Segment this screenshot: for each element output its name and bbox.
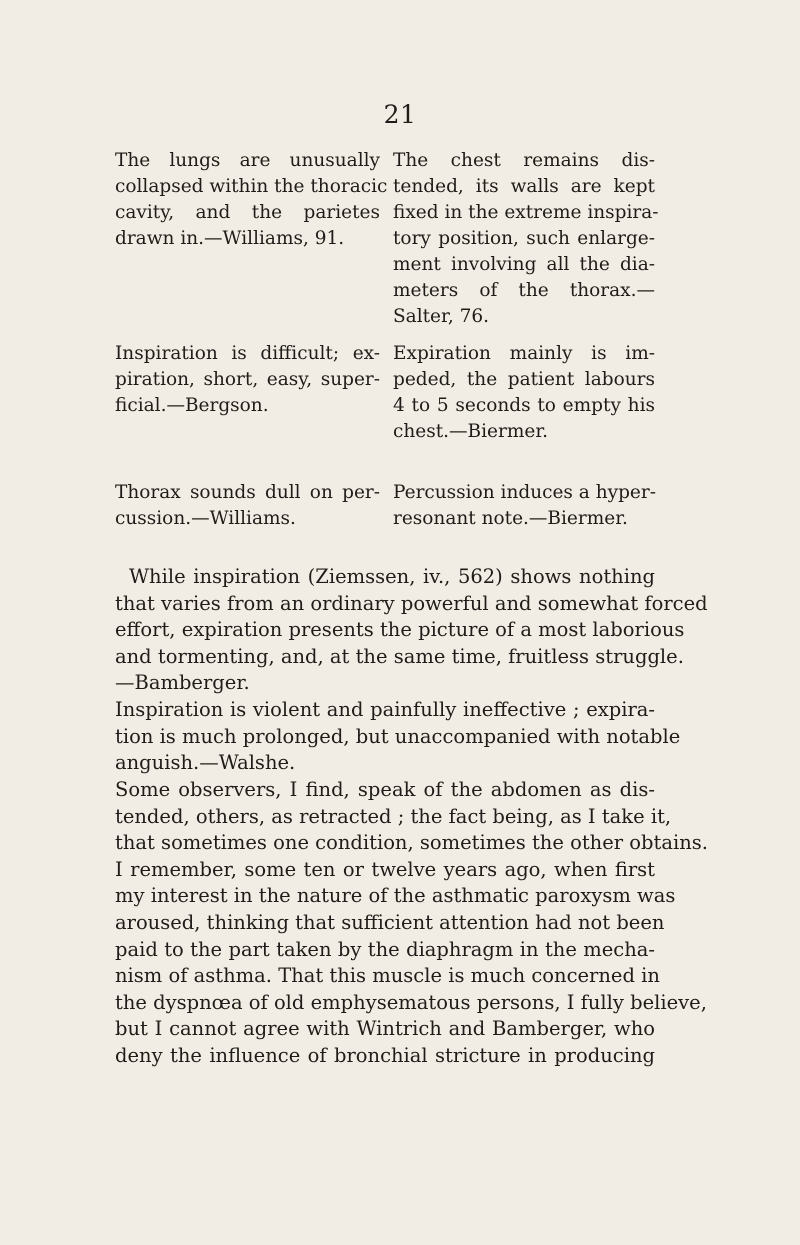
text-line: The chest remains dis- [393,150,655,171]
text-line: the dyspnœa of old emphysematous persons, I fully believe, [115,990,707,1014]
text-line: tion is much prolonged, but unaccompanied with notable [115,724,681,748]
quote-left [115,148,388,252]
text-line: nism of asthma. That this muscle is much concerned in [115,964,660,988]
body-paragraph [115,777,708,1070]
text-line: meters of the thorax.— [393,280,655,301]
text-line: anguish.—Walshe. [115,751,296,775]
quote-right [393,148,659,330]
text-line: cussion.—Williams. [115,508,296,529]
text-line: that varies from an ordinary powerful and somewhat forced [115,591,708,615]
text-line: tended, its walls are kept [393,176,655,197]
text-line: Some observers, I find, speak of the abdomen as dis- [115,778,655,801]
text-line: and tormenting, and, at the same time, fruitless struggle. [115,644,684,668]
text-line: resonant note.—Biermer. [393,508,628,529]
text-line: but I cannot agree with Wintrich and Bamberger, who [115,1017,655,1041]
quote-right [393,480,655,532]
text-line: ficial.—Bergson. [115,395,269,416]
text-line: The lungs are unusually [115,150,380,171]
text-line: my interest in the nature of the asthmatic paroxysm was [115,884,676,908]
text-line: While inspiration (Ziemssen, iv., 562) shows nothing [129,565,655,588]
text-line: ment involving all the dia- [393,254,655,275]
text-line: Inspiration is difficult; ex- [115,343,380,364]
text-line: I remember, some ten or twelve years ago, when first [115,857,655,881]
text-line: tended, others, as retracted ; the fact being, as I take it, [115,804,672,828]
text-line: piration, short, easy, super- [115,369,380,390]
text-line: that sometimes one condition, sometimes the other obtains. [115,831,708,855]
text-line: tory position, such enlarge- [393,228,655,249]
quote-right [393,341,655,445]
text-line: effort, expiration presents the picture of a most laborious [115,618,685,642]
text-line: chest.—Biermer. [393,421,549,442]
body-paragraph [115,564,708,697]
text-line: deny the influence of bronchial stricture in producing [115,1043,655,1067]
text-line: Salter, 76. [393,306,489,327]
text-line: —Bamberger. [115,671,250,695]
text-line: fixed in the extreme inspira- [393,202,659,223]
text-line: 4 to 5 seconds to empty his [393,395,655,416]
text-line: Expiration mainly is im- [393,343,655,364]
text-line: Percussion induces a hyper- [393,482,656,503]
text-line: paid to the part taken by the diaphragm in the mecha- [115,937,655,961]
text-line: drawn in.—Williams, 91. [115,228,345,249]
quote-left [115,341,380,419]
body-paragraph [115,697,681,777]
text-line: Inspiration is violent and painfully ineffective ; expira- [115,698,655,721]
text-line: peded, the patient labours [393,369,655,390]
text-line: aroused, thinking that sufficient attention had not been [115,910,665,934]
text-line: cavity, and the parietes [115,202,380,223]
page-number: 21 [383,100,417,129]
text-line: Thorax sounds dull on per- [115,482,380,503]
quote-left [115,480,380,532]
text-line: collapsed within the thoracic [115,176,388,197]
